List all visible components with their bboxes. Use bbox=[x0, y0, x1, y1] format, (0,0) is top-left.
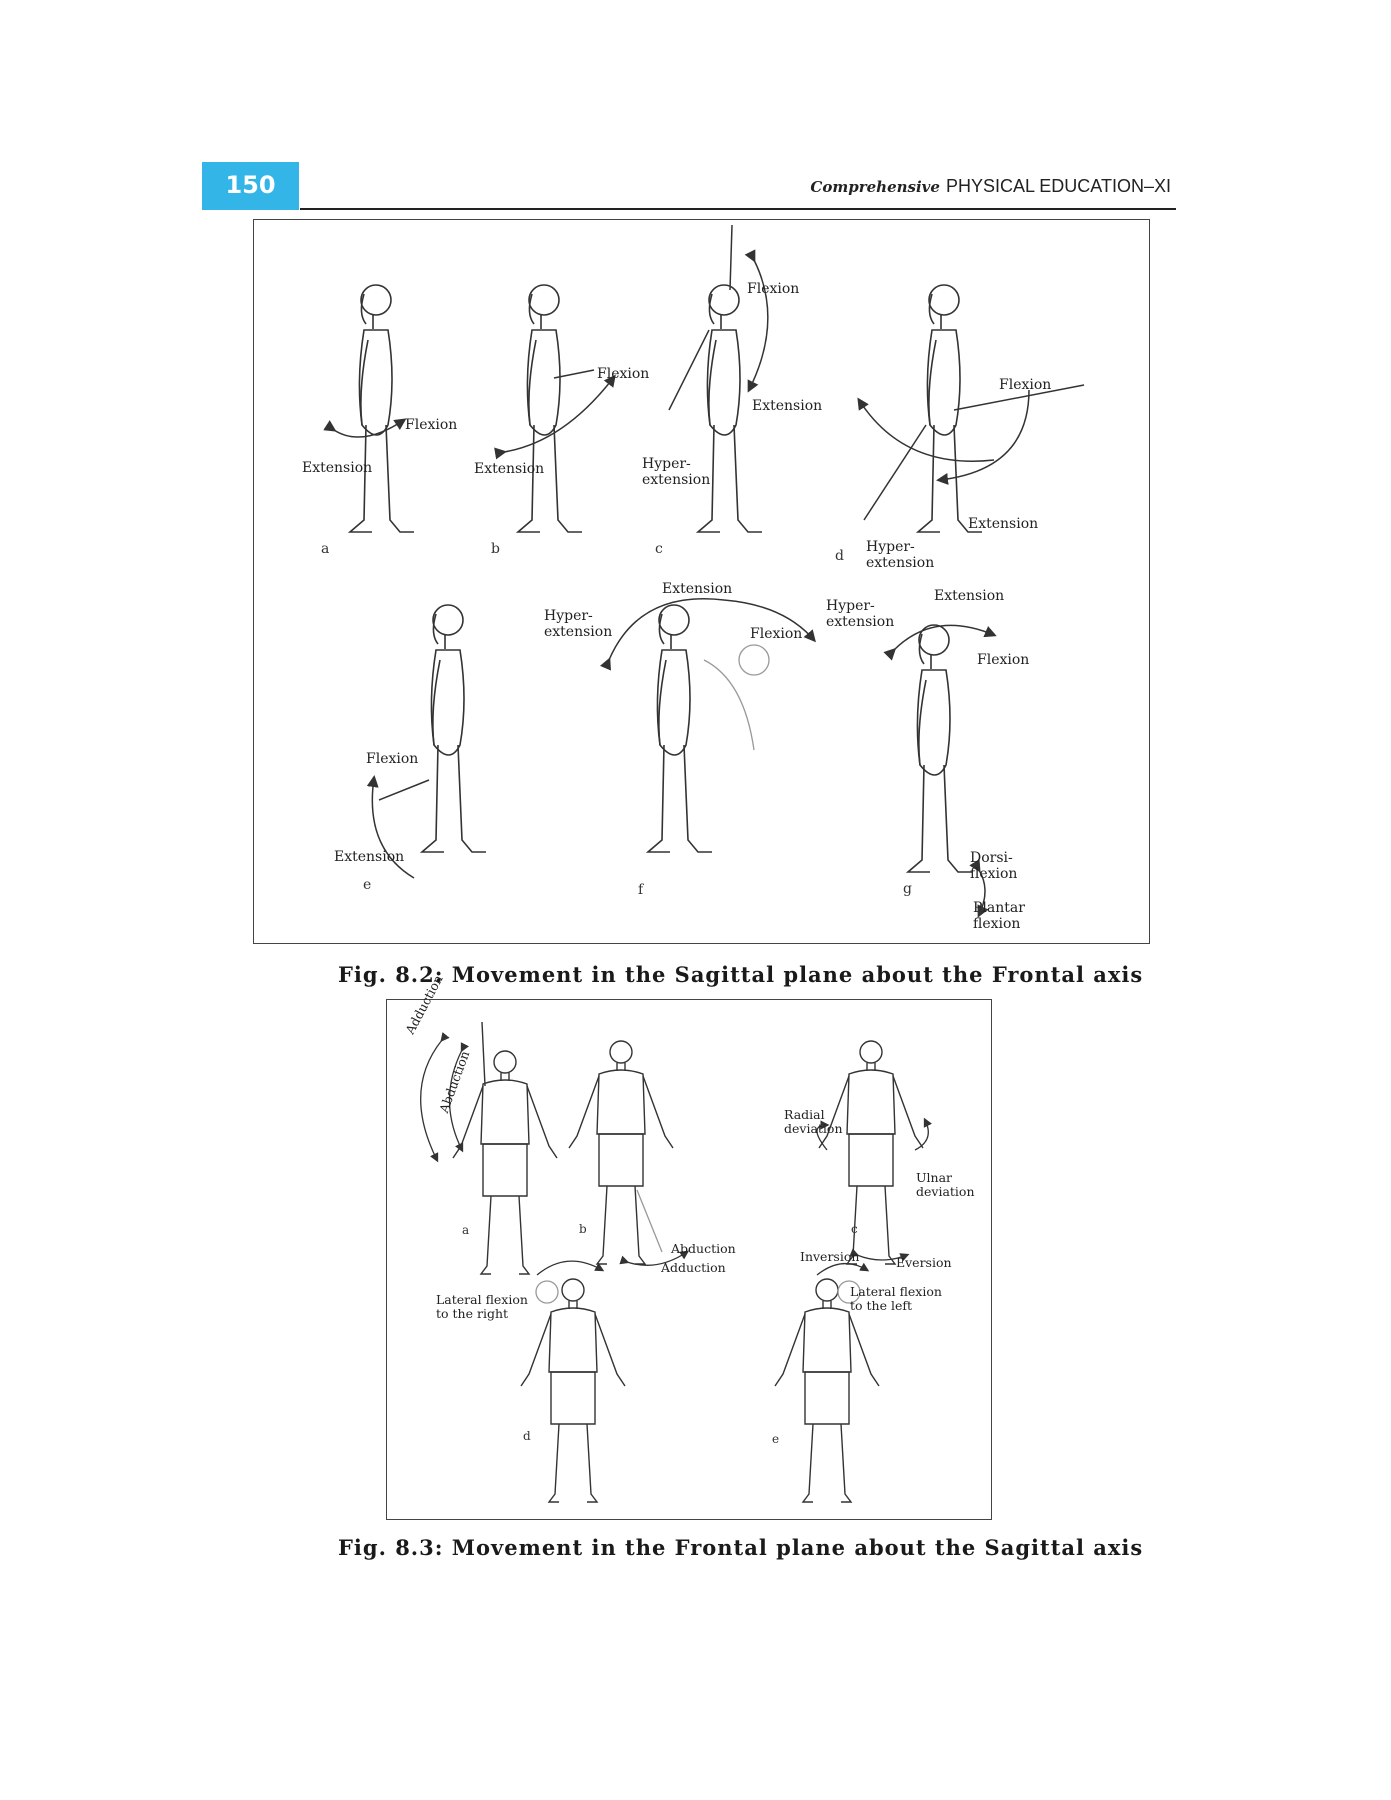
fig2-c-ulnar-2: deviation bbox=[916, 1184, 975, 1199]
running-head bbox=[810, 176, 1171, 197]
fig2-a-raised-arm bbox=[482, 1022, 485, 1086]
figure-e-bent-leg bbox=[379, 780, 429, 800]
fig1-e-extension: Extension bbox=[334, 849, 405, 865]
figure-a-arrow bbox=[334, 420, 404, 437]
fig1-g-hyper-2: extension bbox=[826, 614, 895, 630]
fig1-f-hyper-2: extension bbox=[544, 624, 613, 640]
fig1-f-hyper: Hyper- bbox=[544, 608, 593, 624]
figure-b-drawing bbox=[518, 285, 582, 532]
fig2-a-drawing bbox=[453, 1051, 557, 1274]
figure-c-raised-arm bbox=[730, 225, 732, 290]
fig2-e-lateral-2: to the left bbox=[850, 1298, 913, 1313]
fig1-f-extension: Extension bbox=[662, 581, 733, 597]
fig1-g-plantar-2: flexion bbox=[973, 916, 1021, 932]
fig1-b-extension: Extension bbox=[474, 461, 545, 477]
fig2-d-lateral-2: to the right bbox=[436, 1306, 509, 1321]
fig1-sublabel-b: b bbox=[491, 541, 500, 557]
fig1-c-extension: Extension bbox=[752, 398, 823, 414]
fig2-c-radial-2: deviation bbox=[784, 1121, 843, 1136]
book-title: PHYSICAL EDUCATION–XI bbox=[945, 176, 1171, 196]
fig1-f-flexion: Flexion bbox=[750, 626, 803, 642]
fig1-g-hyper: Hyper- bbox=[826, 598, 875, 614]
fig1-g-dorsi-2: flexion bbox=[970, 866, 1018, 882]
series-brand: Comprehensive bbox=[810, 178, 940, 196]
fig2-c-inversion: Inversion bbox=[800, 1249, 860, 1264]
figure-b-arrow bbox=[504, 377, 614, 452]
figure-e-drawing bbox=[422, 605, 486, 852]
header-rule bbox=[300, 208, 1176, 210]
fig2-d-arrow bbox=[537, 1261, 602, 1275]
figure-a-drawing bbox=[350, 285, 414, 532]
figure-c-back-arm bbox=[669, 330, 709, 410]
fig1-e-flexion: Flexion bbox=[366, 751, 419, 767]
figure-8-3 bbox=[386, 972, 992, 1520]
fig1-c-hyper: Hyper- bbox=[642, 456, 691, 472]
fig1-sublabel-e: e bbox=[363, 877, 372, 893]
fig2-a-abduction: Abduction bbox=[436, 1048, 473, 1115]
figure-d-arrow-2 bbox=[859, 400, 994, 461]
fig1-sublabel-d: d bbox=[835, 548, 844, 564]
figure-g-drawing bbox=[908, 625, 972, 872]
figure-f-drawing bbox=[648, 605, 712, 852]
fig2-sublabel-d: d bbox=[523, 1429, 531, 1443]
fig2-c-eversion: Eversion bbox=[896, 1255, 952, 1270]
fig2-e-lateral: Lateral flexion bbox=[850, 1284, 942, 1299]
fig1-d-extension: Extension bbox=[968, 516, 1039, 532]
fig2-a-adduction: Adduction bbox=[402, 972, 446, 1037]
fig2-sublabel-b: b bbox=[579, 1222, 587, 1236]
fig1-d-hyper: Hyper- bbox=[866, 539, 915, 555]
figure-8-2 bbox=[253, 219, 1150, 944]
figure-c-arrow bbox=[749, 260, 768, 390]
fig2-c-ulnar-arrow bbox=[915, 1120, 928, 1150]
fig1-c-flexion: Flexion bbox=[747, 281, 800, 297]
figure-8-3-caption: Fig. 8.3: Movement in the Frontal plane about the Sagittal axis bbox=[338, 1535, 1144, 1560]
fig2-sublabel-e: e bbox=[772, 1432, 780, 1446]
fig2-b-ghost-leg bbox=[637, 1190, 662, 1252]
fig1-sublabel-c: c bbox=[655, 541, 663, 557]
fig2-c-radial: Radial bbox=[784, 1107, 825, 1122]
figure-f-ghost-head bbox=[739, 645, 769, 675]
fig1-b-flexion: Flexion bbox=[597, 366, 650, 382]
fig1-a-extension: Extension bbox=[302, 460, 373, 476]
fig2-sublabel-c: c bbox=[851, 1222, 858, 1236]
fig2-e-arrow bbox=[817, 1264, 867, 1275]
fig2-b-abduction: Abduction bbox=[671, 1241, 736, 1256]
figure-d-drawing bbox=[918, 285, 982, 532]
fig1-c-hyper-2: extension bbox=[642, 472, 711, 488]
page-number: 150 bbox=[202, 162, 299, 210]
fig1-d-flexion: Flexion bbox=[999, 377, 1052, 393]
figure-8-2-caption: Fig. 8.2: Movement in the Sagittal plane about the Frontal axis bbox=[338, 962, 1144, 987]
fig1-sublabel-f: f bbox=[638, 882, 644, 898]
fig1-g-dorsi: Dorsi- bbox=[970, 850, 1013, 866]
fig1-g-extension: Extension bbox=[934, 588, 1005, 604]
fig1-a-flexion: Flexion bbox=[405, 417, 458, 433]
fig2-c-ulnar: Ulnar bbox=[916, 1170, 953, 1185]
fig2-b-adduction: Adduction bbox=[661, 1260, 726, 1275]
fig1-sublabel-g: g bbox=[903, 881, 912, 897]
fig2-d-ghost-head bbox=[536, 1281, 558, 1303]
fig2-d-lateral: Lateral flexion bbox=[436, 1292, 528, 1307]
fig2-sublabel-a: a bbox=[462, 1223, 470, 1237]
fig1-sublabel-a: a bbox=[321, 541, 330, 557]
fig1-g-flexion: Flexion bbox=[977, 652, 1030, 668]
fig2-c-drawing bbox=[819, 1041, 923, 1264]
fig1-d-hyper-2: extension bbox=[866, 555, 935, 571]
fig1-g-plantar: Plantar bbox=[973, 900, 1025, 916]
fig2-d-drawing bbox=[521, 1279, 625, 1502]
